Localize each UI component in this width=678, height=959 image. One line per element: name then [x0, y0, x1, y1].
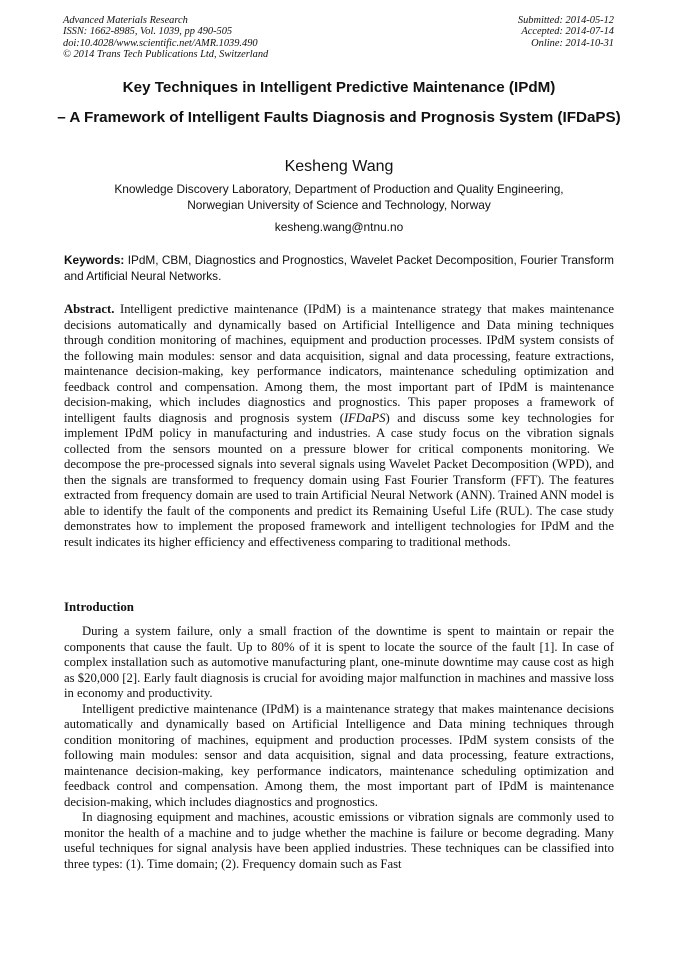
abstract-italic-acronym: IFDaPS — [343, 410, 386, 425]
affiliation-line2: Norwegian University of Science and Technology, Norway — [187, 197, 491, 212]
accepted-date: Accepted: 2014-07-14 — [521, 26, 614, 38]
issn-line: ISSN: 1662-8985, Vol. 1039, pp 490-505 — [63, 26, 233, 38]
submission-dates — [518, 15, 614, 49]
keywords-text: IPdM, CBM, Diagnostics and Prognostics, Wavelet Packet Decomposition, Fourier Transform and Artificial Neural Networks. — [64, 253, 614, 283]
author-email: kesheng.wang@ntnu.no — [274, 220, 404, 234]
keywords-label: Keywords: — [64, 253, 125, 267]
online-date: Online: 2014-10-31 — [531, 37, 614, 49]
abstract — [64, 302, 614, 550]
journal-info — [63, 15, 268, 61]
paper-title-line2: – A Framework of Intelligent Faults Diagnosis and Prognosis System (IFDaPS) — [57, 109, 621, 126]
paper-title-line1: Key Techniques in Intelligent Predictive Maintenance (IPdM) — [122, 79, 556, 96]
affiliation — [40, 182, 638, 213]
intro-paragraph: In diagnosing equipment and machines, acoustic emissions or vibration signals are commonly used to monitor the health of a machine and to judge whether the machine is failure or become degrading. Many useful techniques for signal analysis have been applied industries. These techniques can be classified into three types: (1). Time domain; (2). Frequency domain such as Fast — [64, 810, 614, 871]
introduction-body — [64, 624, 614, 872]
journal-name: Advanced Materials Research — [63, 15, 188, 26]
abstract-text-2: ) and discuss some key technologies for implement IPdM policy in manufacturing and industries. A case study focus on the vibration signals collected from the sensors mounted on a pressure blower for critical components monitoring. We decompose the pre-processed signals into several signals using Wavelet Packet Decomposition (WPD), and then the signals are transformed to frequency domain using Fast Fourier Transform (FFT). The features extracted from frequency domain are used to train Artificial Neural Network (ANN). Trained ANN model is able to identify the fault of the components and predict its Remaining Useful Life (RUL). The case study demonstrates how to implement the proposed framework and intelligent technologies for IPdM and the result indicates its higher efficiency and effectiveness comparing to traditional methods. — [64, 410, 614, 549]
intro-paragraph: During a system failure, only a small fraction of the downtime is spent to maintain or repair the components that cause the fault. Up to 80% of it is spent to locate the source of the fault [1]. In case of complex installation such as automotive manufacturing plant, one-minute downtime may cause cost as high as $20,000 [2]. Early fault diagnosis is crucial for avoiding major malfunction in machines and massive loss in economy and productivity. — [64, 624, 614, 700]
intro-paragraph: Intelligent predictive maintenance (IPdM) is a maintenance strategy that makes maintenance decisions automatically and dynamically based on Artificial Intelligence and Data mining techniques through condition monitoring of machines, equipment and production processes. IPdM system consists of the following main modules: sensor and data acquisition, signal and data processing, feature extractions, maintenance decision-making, key performance indicators, maintenance scheduling optimization and feedback control and compensation. Among them, the most important part of IPdM is maintenance decision-making, which includes diagnostics and prognostics. — [64, 701, 614, 809]
copyright-line: © 2014 Trans Tech Publications Ltd, Switzerland — [63, 49, 269, 61]
keywords — [64, 253, 614, 284]
author-name: Kesheng Wang — [284, 158, 394, 175]
abstract-label: Abstract. — [64, 302, 115, 316]
doi-line: doi:10.4028/www.scientific.net/AMR.1039.490 — [63, 37, 258, 49]
abstract-text-1: Intelligent predictive maintenance (IPdM) is a maintenance strategy that makes maintenance decisions automatically and dynamically based on Artificial Intelligence and Data mining techniques through condition monitoring of machines, equipment and production processes. IPdM system consists of the following main modules: sensor and data acquisition, signal and data processing, feature extractions, maintenance decision-making, key performance indicators, maintenance scheduling optimization and feedback control and compensation. Among them, the most important part of IPdM is maintenance decision-making, which includes diagnostics and prognostics. This paper proposes a framework of intelligent faults diagnosis and prognosis system ( — [64, 302, 614, 425]
affiliation-line1: Knowledge Discovery Laboratory, Department of Production and Quality Engineering, — [114, 182, 564, 196]
submitted-date: Submitted: 2014-05-12 — [517, 15, 614, 26]
section-heading-introduction: Introduction — [64, 600, 134, 614]
